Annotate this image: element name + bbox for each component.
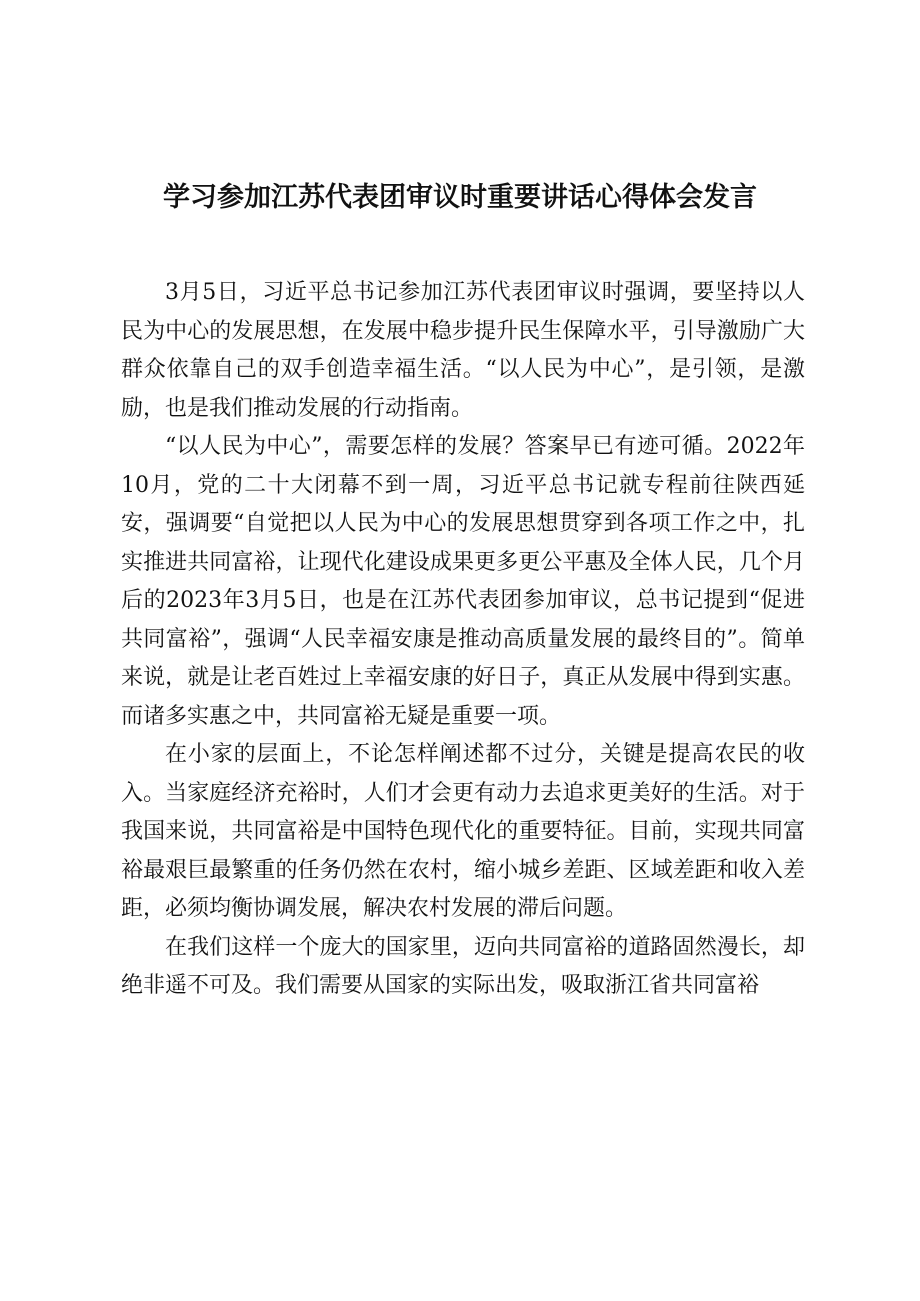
paragraph-2: “以人民为中心”，需要怎样的发展？答案早已有迹可循。2022年10月，党的二十大闭幕不到一周，习近平总书记就专程前往陕西延安，强调要“自觉把以人民为中心的发展思想贯穿到各项工作之中，扎实推进共同富裕，让现代化建设成果更多更公平惠及全体人民，几个月后的2023年3月5日，也是在江苏代表团参加审议，总书记提到“促进共同富裕”，强调“人民幸福安康是推动高质量发展的最终目的”。简单来说，就是让老百姓过上幸福安康的好日子，真正从发展中得到实惠。而诸多实惠之中，共同富裕无疑是重要一项。 <box>121 434 805 729</box>
document-body <box>121 274 805 1006</box>
document-title: 学习参加江苏代表团审议时重要讲话心得体会发言 <box>163 182 757 213</box>
paragraph-4: 在我们这样一个庞大的国家里，迈向共同富裕的道路固然漫长，却绝非遥不可及。我们需要从国家的实际出发，吸取浙江省共同富裕 <box>121 934 805 998</box>
paragraph-1: 3月5日，习近平总书记参加江苏代表团审议时强调，要坚持以人民为中心的发展思想，在发展中稳步提升民生保障水平，引导激励广大群众依靠自己的双手创造幸福生活。“以人民为中心”，是引领，是激励，也是我们推动发展的行动指南。 <box>121 280 805 421</box>
paragraph-3: 在小家的层面上，不论怎样阐述都不过分，关键是提高农民的收入。当家庭经济充裕时，人们才会更有动力去追求更美好的生活。对于我国来说，共同富裕是中国特色现代化的重要特征。目前，实现共同富裕最艰巨最繁重的任务仍然在农村，缩小城乡差距、区域差距和收入差距，必须均衡协调发展，解决农村发展的滞后问题。 <box>121 742 805 921</box>
